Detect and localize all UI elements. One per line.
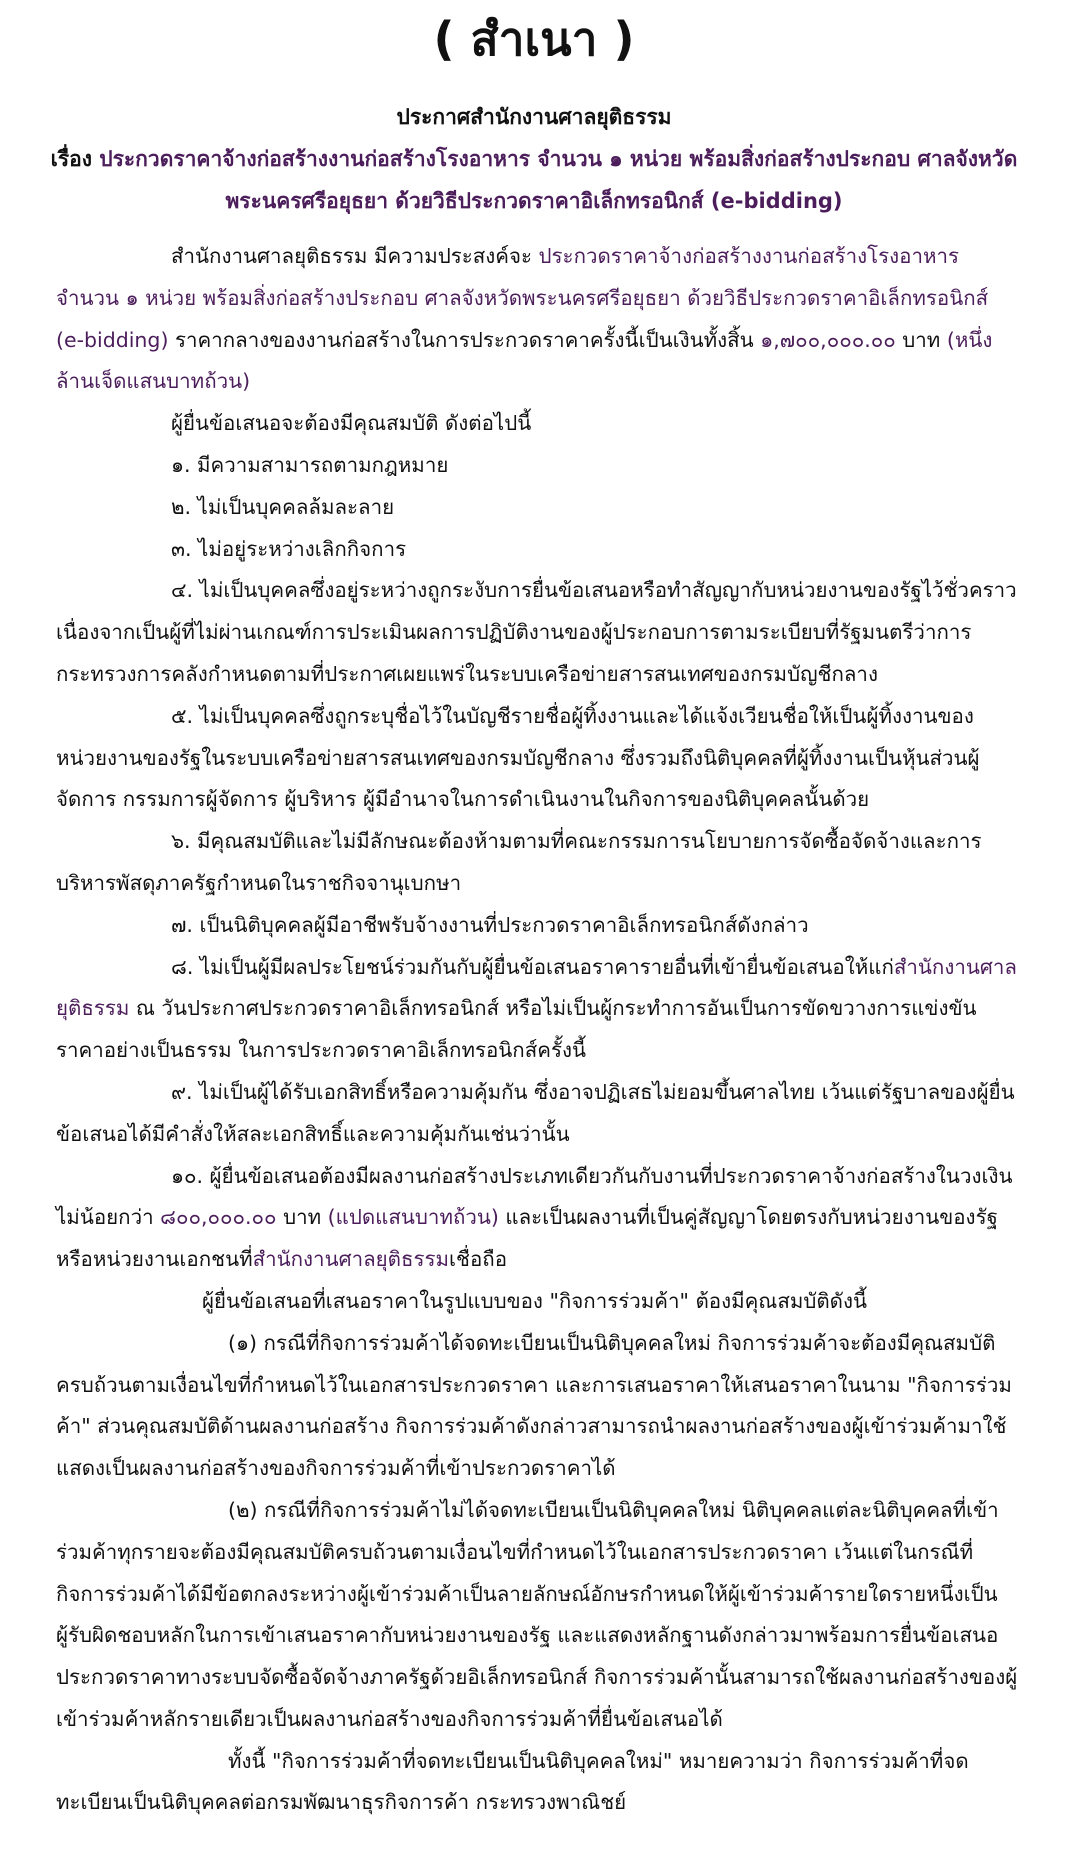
joint-venture-heading: ผู้ยื่นข้อเสนอที่เสนอราคาในรูปแบบของ "กิจการร่วมค้า" ต้องมีคุณสมบัติดังนี้: [202, 1288, 868, 1313]
intro-text-c: ราคากลางของงานก่อสร้างในการประกวดราคาครั้งนี้เป็นเงินทั้งสิ้น: [168, 327, 761, 352]
median-price-words: (หนึ่งล้านเจ็ดแสนบาทถ้วน): [56, 327, 993, 394]
item8-text-c: ณ วันประกาศประกวดราคาอิเล็กทรอนิกส์ หรือไม่เป็นผู้กระทำการอันเป็นการขัดขวางการแข่งขันราคาอย่างเป็นธรรม ในการประกวดราคาอิเล็กทรอนิกส์ครั้งนี้: [56, 996, 977, 1063]
subject-label: เรื่อง: [50, 147, 100, 171]
item10-text-e: และเป็นผลงานที่เป็นคู่สัญญาโดยตรงกับหน่วยงานของรัฐ หรือหน่วยงานเอกชนที่: [56, 1205, 998, 1272]
item10-text-c: บาท: [276, 1205, 328, 1230]
qualification-item-10: [56, 1156, 1022, 1281]
joint-venture-clause-1: (๑) กรณีที่กิจการร่วมค้าได้จดทะเบียนเป็นนิติบุคคลใหม่ กิจการร่วมค้าจะต้องมีคุณสมบัติครบถ้วนตามเงื่อนไขที่กำหนดไว้ในเอกสารประกวดราคา และการเสนอราคาให้เสนอราคาในนาม "กิจการร่วมค้า" ส่วนคุณสมบัติด้านผลงานก่อสร้าง กิจการร่วมค้าดังกล่าวสามารถนำผลงานก่อสร้างของผู้เข้าร่วมค้ามาใช้แสดงเป็นผลงานก่อสร้างของกิจการร่วมค้าที่เข้าประกวดราคาได้: [56, 1330, 1012, 1481]
item8-agency: สำนักงานศาลยุติธรรม: [56, 954, 1017, 1021]
document-body: [0, 236, 1068, 1824]
qualification-item-7: ๗. เป็นนิติบุคคลผู้มีอาชีพรับจ้างงานที่ประกวดราคาอิเล็กทรอนิกส์ดังกล่าว: [171, 912, 809, 937]
qualification-item-5: ๕. ไม่เป็นบุคคลซึ่งถูกระบุชื่อไว้ในบัญชีรายชื่อผู้ทิ้งงานและได้แจ้งเวียนชื่อให้เป็นผู้ทิ้งงานของหน่วยงานของรัฐในระบบเครือข่ายสารสนเทศของกรมบัญชีกลาง ซึ่งรวมถึงนิติบุคคลที่ผู้ทิ้งงานเป็นหุ้นส่วนผู้จัดการ กรรมการผู้จัดการ ผู้บริหาร ผู้มีอำนาจในการดำเนินงานในกิจการของนิติบุคคลนั้นด้วย: [56, 703, 980, 812]
qualification-heading: ผู้ยื่นข้อเสนอจะต้องมีคุณสมบัติ ดังต่อไปนี้: [171, 411, 532, 436]
item10-agency: สำนักงานศาลยุติธรรม: [252, 1247, 450, 1272]
qualification-item-9: ๙. ไม่เป็นผู้ได้รับเอกสิทธิ์หรือความคุ้มกัน ซึ่งอาจปฏิเสธไม่ยอมขึ้นศาลไทย เว้นแต่รัฐบาลของผู้ยื่นข้อเสนอได้มีคำสั่งให้สละเอกสิทธิ์และความคุ้มกันเช่นว่านั้น: [56, 1079, 1015, 1146]
qualification-item-1: ๑. มีความสามารถตามกฎหมาย: [171, 452, 449, 477]
qualification-item-2: ๒. ไม่เป็นบุคคลล้มละลาย: [171, 494, 395, 519]
subject-line-2: พระนครศรีอยุธยา ด้วยวิธีประกวดราคาอิเล็กทรอนิกส์ (e-bidding): [225, 189, 843, 213]
intro-project: ประกวดราคาจ้างก่อสร้างงานก่อสร้างโรงอาหาร จำนวน ๑ หน่วย พร้อมสิ่งก่อสร้างประกอบ ศาลจังหวัดพระนครศรีอยุธยา ด้วยวิธีประกวดราคาอิเล็กทรอนิกส์ (e-bidding): [56, 244, 989, 352]
qualification-item-4: ๔. ไม่เป็นบุคคลซึ่งอยู่ระหว่างถูกระงับการยื่นข้อเสนอหรือทำสัญญากับหน่วยงานของรัฐไว้ชั่วคราว เนื่องจากเป็นผู้ที่ไม่ผ่านเกณฑ์การประเมินผลการปฏิบัติงานของผู้ประกอบการตามระเบียบที่รัฐมนตรีว่าการกระทรวงการคลังกำหนดตามที่ประกาศเผยแพร่ในระบบเครือข่ายสารสนเทศของกรมบัญชีกลาง: [56, 578, 1017, 686]
item10-text-a: ๑๐. ผู้ยื่นข้อเสนอต้องมีผลงานก่อสร้างประเภทเดียวกันกับงานที่ประกวดราคาจ้างก่อสร้างในวงเงินไม่น้อยกว่า: [56, 1163, 1013, 1230]
intro-paragraph: [56, 236, 1022, 403]
item10-text-g: เชื่อถือ: [449, 1247, 508, 1272]
intro-text-a: สำนักงานศาลยุติธรรม มีความประสงค์จะ: [171, 244, 539, 268]
copy-stamp-title: ( สำเนา ): [433, 12, 635, 66]
item8-text-a: ๘. ไม่เป็นผู้มีผลประโยชน์ร่วมกันกับผู้ยื่นข้อเสนอราคารายอื่นที่เข้ายื่นข้อเสนอให้แก่: [171, 954, 894, 979]
qualification-item-8: [56, 947, 1022, 1072]
announcement-heading: ประกาศสำนักงานศาลยุติธรรม: [396, 105, 672, 129]
median-price: ๑,๗๐๐,๐๐๐.๐๐: [760, 327, 896, 352]
min-work-value-words: (แปดแสนบาทถ้วน): [327, 1205, 499, 1230]
joint-venture-definition: ทั้งนี้ "กิจการร่วมค้าที่จดทะเบียนเป็นนิติบุคคลใหม่" หมายความว่า กิจการร่วมค้าที่จดทะเบียนเป็นนิติบุคคลต่อกรมพัฒนาธุรกิจการค้า กระทรวงพาณิชย์: [56, 1748, 969, 1815]
joint-venture-clause-2: (๒) กรณีที่กิจการร่วมค้าไม่ได้จดทะเบียนเป็นนิติบุคคลใหม่ นิติบุคคลแต่ละนิติบุคคลที่เข้าร่วมค้าทุกรายจะต้องมีคุณสมบัติครบถ้วนตามเงื่อนไขที่กำหนดไว้ในเอกสารประกวดราคา เว้นแต่ในกรณีที่กิจการร่วมค้าได้มีข้อตกลงระหว่างผู้เข้าร่วมค้าเป็นลายลักษณ์อักษรกำหนดให้ผู้เข้าร่วมค้ารายใดรายหนึ่งเป็นผู้รับผิดชอบหลักในการเข้าเสนอราคากับหน่วยงานของรัฐ และแสดงหลักฐานดังกล่าวมาพร้อมการยื่นข้อเสนอประกวดราคาทางระบบจัดซื้อจัดจ้างภาครัฐด้วยอิเล็กทรอนิกส์ กิจการร่วมค้านั้นสามารถใช้ผลงานก่อสร้างของผู้เข้าร่วมค้าหลักรายเดียวเป็นผลงานก่อสร้างของกิจการร่วมค้าที่ยื่นข้อเสนอได้: [56, 1497, 1018, 1731]
min-work-value: ๘๐๐,๐๐๐.๐๐: [160, 1205, 277, 1230]
qualification-item-3: ๓. ไม่อยู่ระหว่างเลิกกิจการ: [171, 536, 407, 561]
subject-text-1: ประกวดราคาจ้างก่อสร้างงานก่อสร้างโรงอาหาร จำนวน ๑ หน่วย พร้อมสิ่งก่อสร้างประกอบ ศาลจังหวัด: [99, 147, 1018, 171]
intro-text-e: บาท: [895, 327, 947, 352]
subject-line-1: [0, 138, 1068, 180]
qualification-item-6: ๖. มีคุณสมบัติและไม่มีลักษณะต้องห้ามตามที่คณะกรรมการนโยบายการจัดซื้อจัดจ้างและการบริหารพัสดุภาครัฐกำหนดในราชกิจจานุเบกษา: [56, 829, 982, 895]
